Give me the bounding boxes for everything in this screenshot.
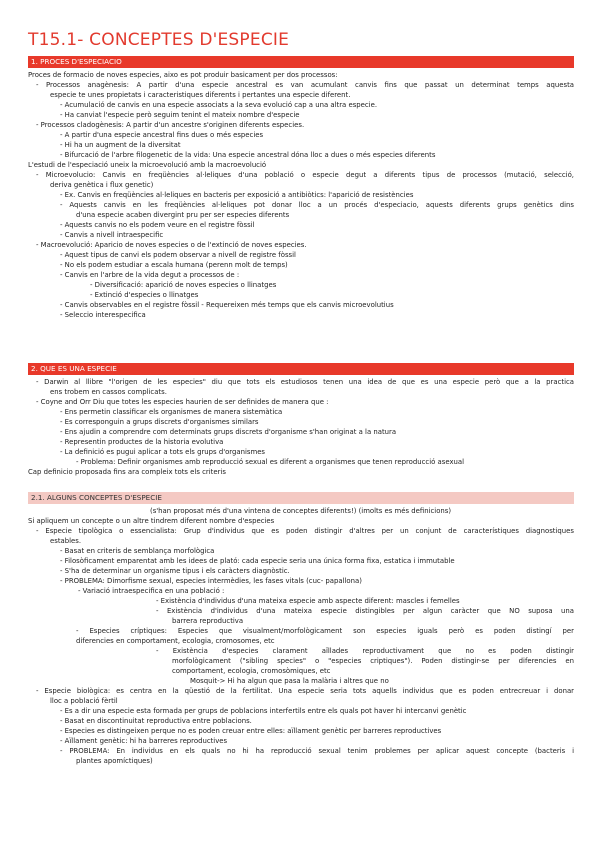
s21-line: - PROBLEMA: Dimorfisme sexual, especies intermèdies, les fases vitals (cuc- papallona): [60, 577, 362, 585]
s1-line: - Aquests canvis en les freqüències al·leliques pot donar lloc a un procés d'especiacio, aquests diferents grups genètics dins: [60, 201, 574, 209]
s21-line: Si apliquem un concepte o un altre tindrem diferent nombre d'especies: [28, 517, 275, 525]
s21-line: (s'han proposat més d'una vintena de conceptes diferents!) (imolts es més definicions): [150, 507, 452, 515]
s1-line: - A partir d'una especie ancestral fins dues o més especies: [60, 131, 264, 139]
s1-line: deriva genètica i flux genetic): [50, 181, 154, 189]
s2-line: - Representin productes de la historia evolutiva: [60, 438, 224, 446]
s21-line: estables.: [50, 537, 82, 545]
s21-line: - Variació intraespecifica en una població :: [78, 587, 225, 595]
s1-line: - Canvis en l'arbre de la vida degut a processos de :: [60, 271, 240, 279]
s2-line: - Coyne and Orr Diu que totes les especies haurien de ser definides de manera que :: [36, 398, 329, 406]
s21-line: - Aïllament genètic: hi ha barreres reproductives: [60, 737, 228, 745]
s2-line: - La definició es pugui aplicar a tots els grups d'organismes: [60, 448, 266, 456]
s21-line: lloc a població fèrtil: [50, 697, 118, 705]
s2-line: - Ens permetin classificar els organismes de manera sistemàtica: [60, 408, 283, 416]
section-heading-proces-especiacio: 1. PROCES D'ESPECIACIO: [28, 56, 574, 68]
s2-line: - Ens ajudin a comprendre com determinats grups discrets d'organisme s'han originat a la natura: [60, 428, 397, 436]
s1-line: - Aquest tipus de canvi els podem observar a nivell de registre fòssil: [60, 251, 296, 259]
s1-line: - Diversificació: aparició de noves especies o llinatges: [90, 281, 277, 289]
s21-line: - PROBLEMA: En individus en els quals no hi ha reproducció sexual tenim problemes per aplicar aquest concepte (bacteris i: [60, 747, 574, 755]
s21-line: morfològicament ("sibling species" o "especies criptiques"). Poden distingir-se per diferencies en: [172, 657, 574, 665]
s21-line: - S'ha de determinar un organisme tipus i els caràcters diagnòstic.: [60, 567, 290, 575]
s21-line: - Especies críptiques: Especies que visualment/morfològicament son especies iguals però es poden distingí per: [76, 627, 574, 635]
s2-line: ens trobem en cassos complicats.: [50, 388, 167, 396]
s1-line: - Ex. Canvis en freqüències al·leliques en bacteris per exposició a antibiòtics: l'aparició de resistències: [60, 191, 414, 199]
s1-line: - Extinció d'especies o llinatges: [90, 291, 199, 299]
section-heading-que-es-una-especie: 2. QUE ES UNA ESPECIE: [28, 363, 574, 375]
s1-line: especie te unes propietats i caracteristiques diferents i pertantes una especie diferent.: [50, 91, 351, 99]
s1-line: Proces de formacio de noves especies, aixo es pot produir basicament per dos processos:: [28, 71, 338, 79]
s21-line: - Basat en criteris de semblança morfològica: [60, 547, 215, 555]
s2-line: Cap definicio proposada fins ara compleix tots els criteris: [28, 468, 226, 476]
s1-line: - Macroevolució: Aparicio de noves especies o de l'extinció de noves especies.: [36, 241, 307, 249]
s21-line: diferencies en comportament, ecologia, cromosomes, etc: [76, 637, 275, 645]
s2-line: - Darwin al llibre "l'origen de les especies" diu que tots els estudiosos tenen una idea de que es una especie però que a la practica: [36, 378, 574, 386]
s21-line: - Existència d'individus d'una mateixa especie amb aspecte diferent: mascles i femelles: [156, 597, 460, 605]
s21-line: - Basat en discontinuitat reproductiva entre poblacions.: [60, 717, 252, 725]
s21-line: - Existència d'especies clarament aïllades reproductivament que no es poden distingir: [156, 647, 574, 655]
s1-line: - No els podem estudiar a escala humana (perenn molt de temps): [60, 261, 288, 269]
s21-line: comportament, ecologia, cromosòmiques, etc: [172, 667, 331, 675]
s1-line: - Processos cladogènesis: A partir d'un ancestre s'originen diferents especies.: [36, 121, 305, 129]
section-heading-alguns-conceptes: 2.1. ALGUNS CONCEPTES D'ESPECIE: [28, 492, 574, 504]
page-title: T15.1- CONCEPTES D'ESPECIE: [28, 30, 290, 50]
s21-line: - Especie tipològica o essencialista: Grup d'individus que es poden distingir d'altres per un conjunt de característiques diagnostiques: [36, 527, 574, 535]
s1-line: - Canvis observables en el registre fòssil - Requereixen més temps que els canvis microevolutius: [60, 301, 394, 309]
s21-line: - Especie biològica: es centra en la qüestió de la fertilitat. Una especie seria tots aquells individus que es poden entrecreuar i donar: [36, 687, 574, 695]
s21-line: - Existència d'individus d'una mateixa especie distingibles per algun caràcter que NO suposa una: [156, 607, 574, 615]
s1-line: - Ha canviat l'especie però seguim tenint el mateix nombre d'especie: [60, 111, 300, 119]
s1-line: - Aquests canvis no els podem veure en el registre fòssil: [60, 221, 255, 229]
s21-line: barrera reproductiva: [172, 617, 244, 625]
s21-line: - Es a dir una especie esta formada per grups de poblacions interfertils entre els quals pot haver hi intercanvi genètic: [60, 707, 467, 715]
s2-line: - Es corresponguin a grups discrets d'organismes similars: [60, 418, 259, 426]
s21-line: plantes apomíctiques): [76, 757, 153, 765]
s21-line: - Especies es distingeixen perque no es poden creuar entre elles: aïllament genètic per barreres reproductives: [60, 727, 442, 735]
s21-line: Mosquit-> Hi ha algun que pasa la malària i altres que no: [190, 677, 389, 685]
s1-line: - Microevolucio: Canvis en freqüències al·leliques d'una població o especie degut a diferents tipus de processos (mutació, selecció,: [36, 171, 574, 179]
s1-line: - Hi ha un augment de la diversitat: [60, 141, 181, 149]
s1-line: L'estudi de l'especiació uneix la microevolució amb la macroevolució: [28, 161, 267, 169]
s1-line: - Processos anagènesis: A partir d'una especie ancestral es van acumulant canvis fins que passat un determinat temps aquesta: [36, 81, 574, 89]
s1-line: - Seleccio interespecifica: [60, 311, 146, 319]
s1-line: - Canvis a nivell intraespecific: [60, 231, 164, 239]
s1-line: - Acumulació de canvis en una especie associats a la seva evolució cap a una altra especie.: [60, 101, 378, 109]
s21-line: - Filosòficament emparentat amb les idees de plató: cada especie seria una única forma fixa, estatica i immutable: [60, 557, 455, 565]
s1-line: - Bifurcació de l'arbre filogenetic de la vida: Una especie ancestral dóna lloc a dues o més especies diferents: [60, 151, 436, 159]
s1-line: d'una especie acaben divergint pru per ser especies diferents: [76, 211, 290, 219]
s2-line: - Problema: Definir organismes amb reproducció sexual es diferent a organismes que tenen reproducció asexual: [76, 458, 465, 466]
